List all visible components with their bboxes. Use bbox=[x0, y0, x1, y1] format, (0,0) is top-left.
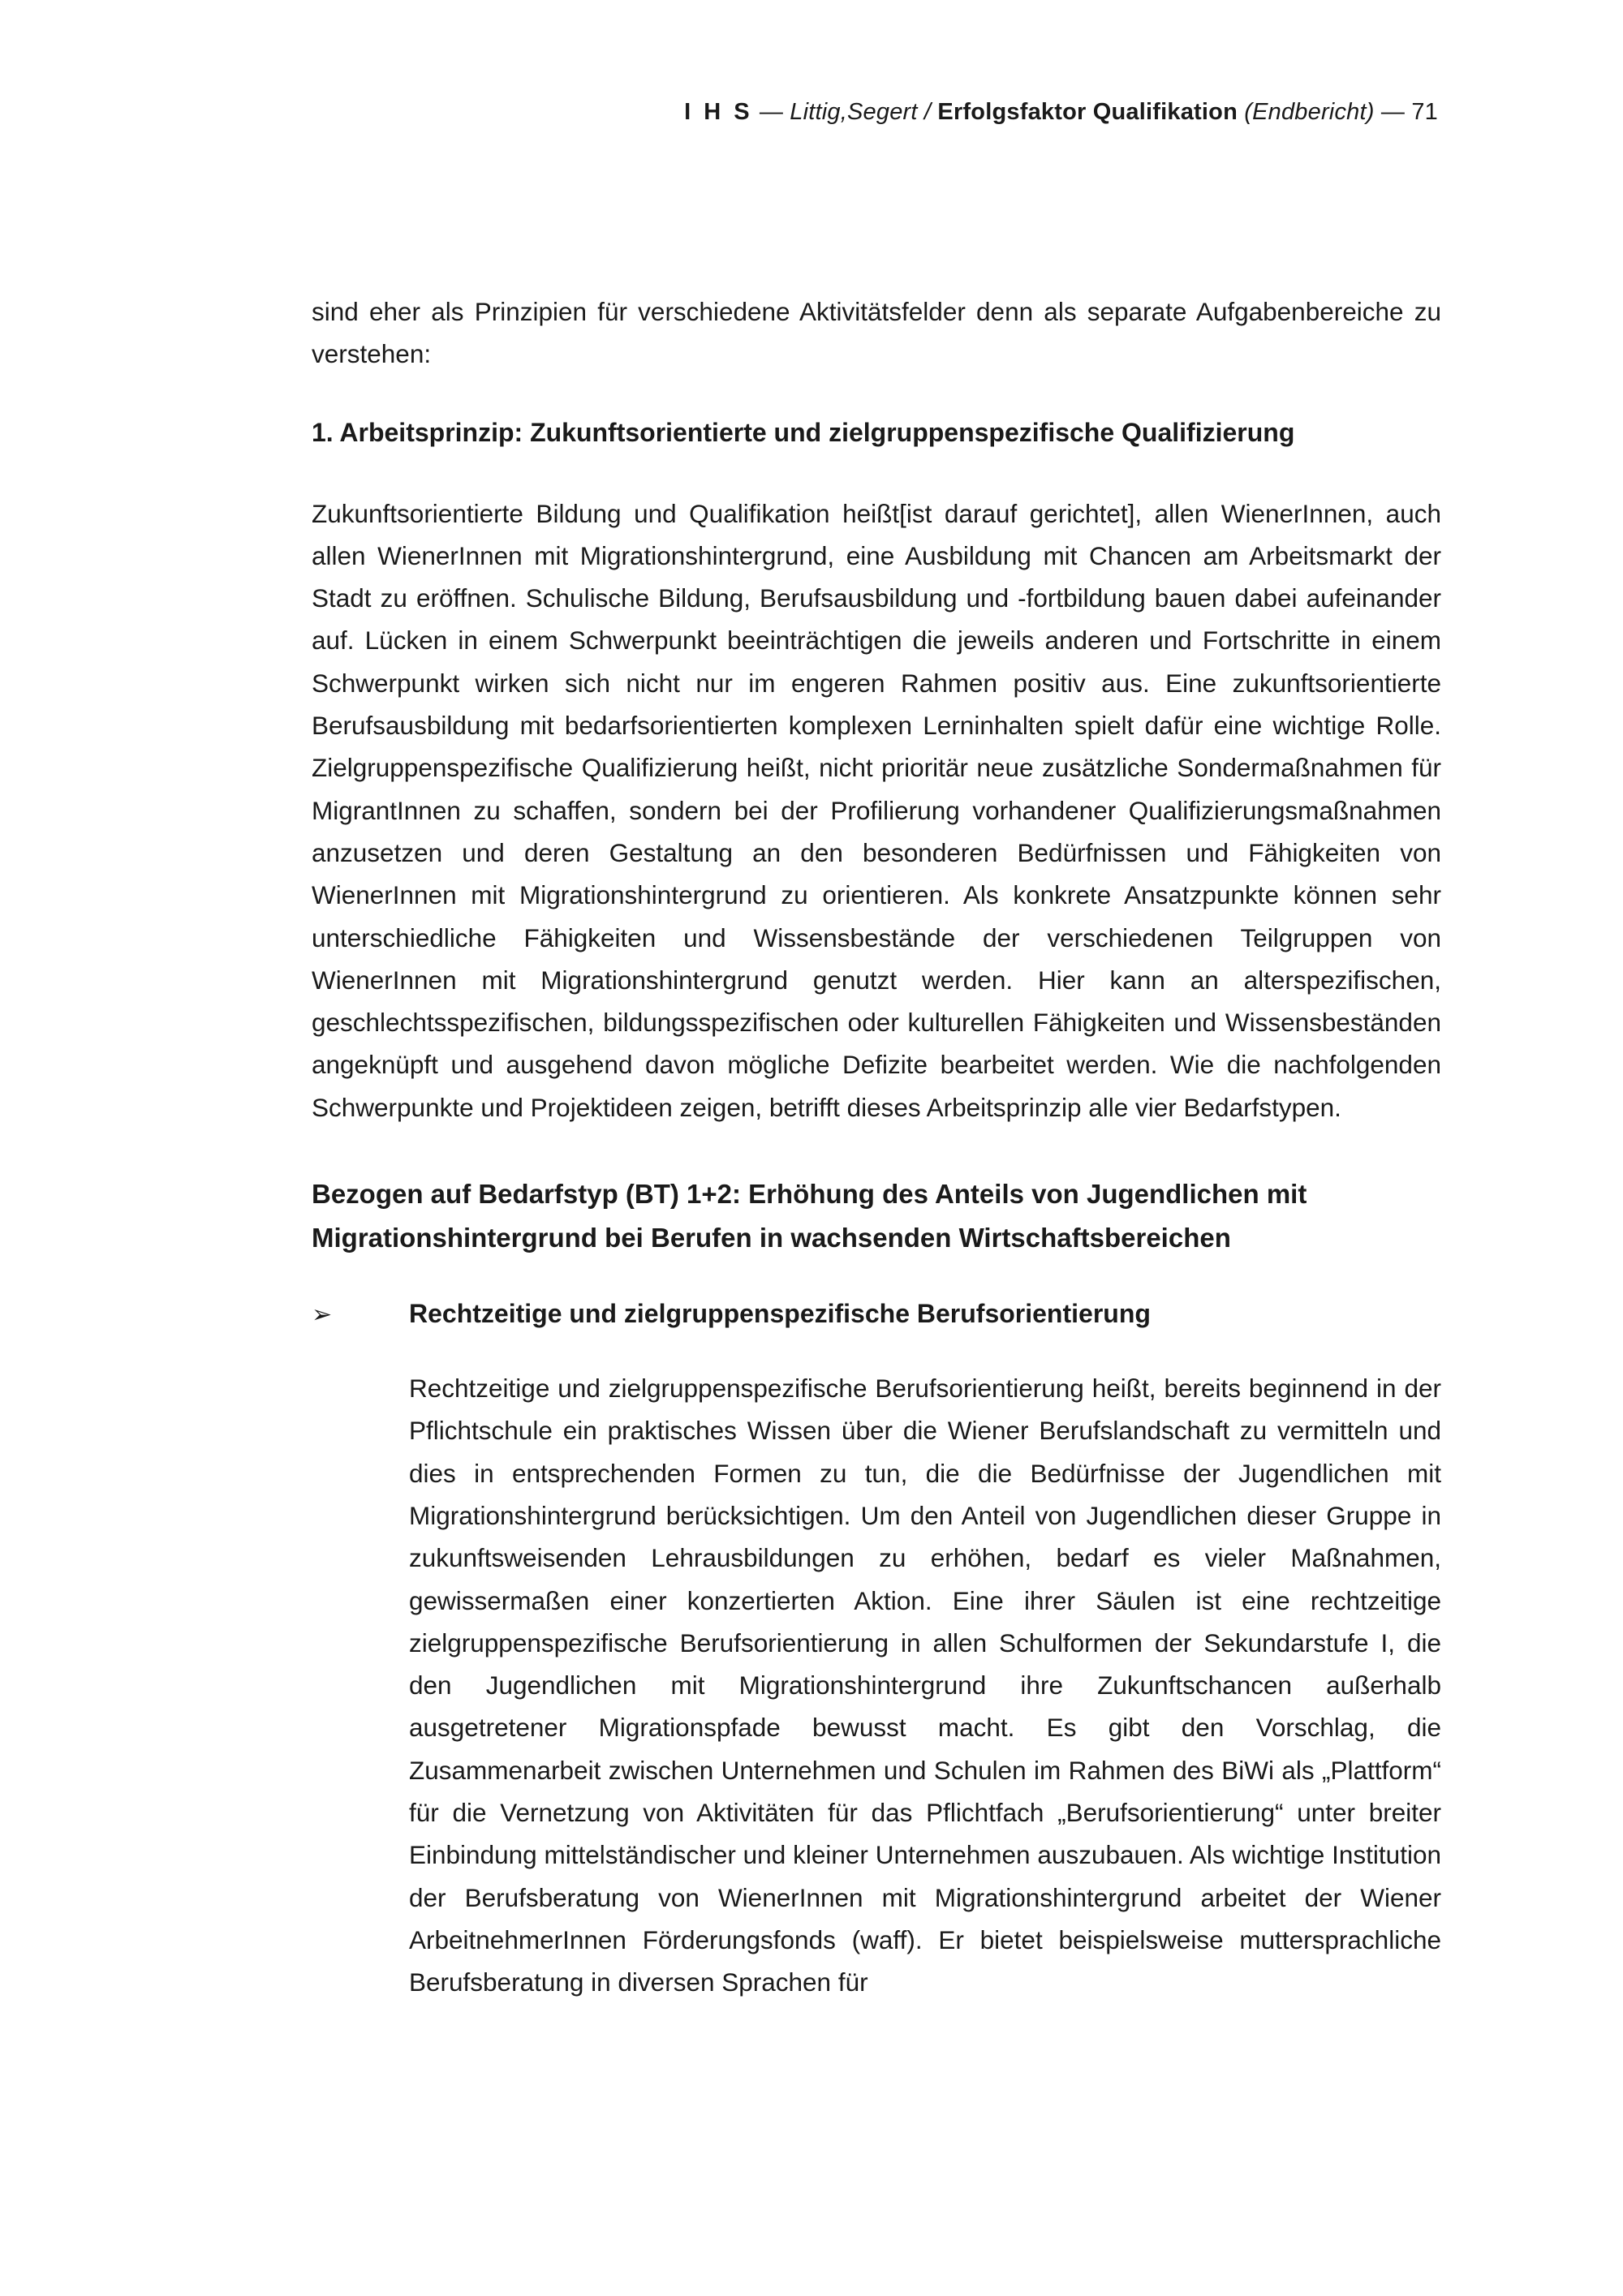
header-separator-2: — bbox=[1374, 99, 1412, 125]
header-org: I H S bbox=[684, 99, 753, 125]
page-number: 71 bbox=[1411, 99, 1438, 125]
section-paragraph: Zukunftsorientierte Bildung und Qualifikation heißt[ist darauf gerichtet], allen WienerInnen, auch allen WienerInnen mit Migrationshintergrund, eine Ausbildung mit Chancen am Arbeitsmarkt der Stadt zu eröffnen. Schulische Bildung, Berufsausbildung und -fortbildung bauen dabei aufeinander auf. Lücken in einem Schwerpunkt beeinträchtigen die jeweils anderen und Fortschritte in einem Schwerpunkt wirken sich nicht nur im engeren Rahmen positiv aus. Eine zukunftsorientierte Berufsausbildung mit bedarfsorientierten komplexen Lerninhalten spielt dafür eine wichtige Rolle. Zielgruppenspezifische Qualifizierung heißt, nicht prioritär neue zusätzliche Sondermaßnahmen für MigrantInnen zu schaffen, sondern bei der Profilierung vorhandener Qualifizierungsmaßnahmen anzusetzen und deren Gestaltung an den besonderen Bedürfnissen und Fähigkeiten von WienerInnen mit Migrationshintergrund zu orientieren. Als konkrete Ansatzpunkte können sehr unterschiedliche Fähigkeiten und Wissensbestände der verschiedenen Teilgruppen von WienerInnen mit Migrationshintergrund genutzt werden. Hier kann an alterspezifischen, geschlechtsspezifischen, bildungsspezifischen oder kulturellen Fähigkeiten und Wissensbeständen angeknüpft und ausgehend davon mögliche Defizite bearbeitet werden. Wie die nachfolgenden Schwerpunkte und Projektideen zeigen, betrifft dieses Arbeitsprinzip alle vier Bedarfstypen. bbox=[312, 498, 1441, 1122]
header-slash: / bbox=[917, 99, 938, 125]
bullet-paragraph: Rechtzeitige und zielgruppenspezifische Berufsorientierung heißt, bereits beginnend in der Pflichtschule ein praktisches Wissen über die Wiener Berufslandschaft zu vermitteln und dies in entsprechenden Formen zu tun, die die Bedürfnisse der Jugendlichen mit Migrationshintergrund berücksichtigen. Um den Anteil von Jugendlichen dieser Gruppe in zukunftsweisenden Lehrausbildungen zu erhöhen, bedarf es vieler Maßnahmen, gewissermaßen einer konzertierten Aktion. Eine ihrer Säulen ist eine rechtzeitige zielgruppenspezifische Berufsorientierung in allen Schulformen der Sekundarstufe I, die den Jugendlichen mit Migrationshintergrund ihre Zukunftschancen außerhalb ausgetretener Migrationspfade bewusst macht. Es gibt den Vorschlag, die Zusammenarbeit zwischen Unternehmen und Schulen im Rahmen des BiWi als „Plattform“ für die Vernetzung von Aktivitäten für das Pflichtfach „Berufsorientierung“ unter breiter Einbindung mittelständischer und kleiner Unternehmen auszubauen. Als wichtige Institution der Berufsberatung von WienerInnen mit Migrationshintergrund arbeitet der Wiener ArbeitnehmerInnen Förderungsfonds (waff). Er bietet beispielsweise muttersprachliche Berufsberatung in diversen Sprachen für bbox=[409, 1374, 1441, 1997]
page-body bbox=[312, 290, 1441, 2004]
intro-paragraph: sind eher als Prinzipien für verschiedene Aktivitätsfelder denn als separate Aufgabenbereiche zu verstehen: bbox=[312, 297, 1441, 369]
header-subtitle: (Endbericht) bbox=[1237, 99, 1375, 125]
header-title: Erfolgsfaktor Qualifikation bbox=[937, 99, 1238, 125]
arrow-bullet-icon: ➢ bbox=[312, 1301, 333, 1329]
running-header bbox=[684, 99, 1438, 126]
header-authors: Littig,Segert bbox=[790, 99, 918, 125]
header-separator: — bbox=[752, 99, 790, 125]
bullet-item bbox=[312, 1292, 1441, 1335]
section-heading: 1. Arbeitsprinzip: Zukunftsorientierte und zielgruppenspezifische Qualifizierung bbox=[312, 417, 1295, 447]
subsection-heading: Bezogen auf Bedarfstyp (BT) 1+2: Erhöhung des Anteils von Jugendlichen mit Migrationshintergrund bei Berufen in wachsenden Wirtschaftsbereichen bbox=[312, 1179, 1307, 1253]
bullet-heading: Rechtzeitige und zielgruppenspezifische Berufsorientierung bbox=[409, 1299, 1151, 1329]
